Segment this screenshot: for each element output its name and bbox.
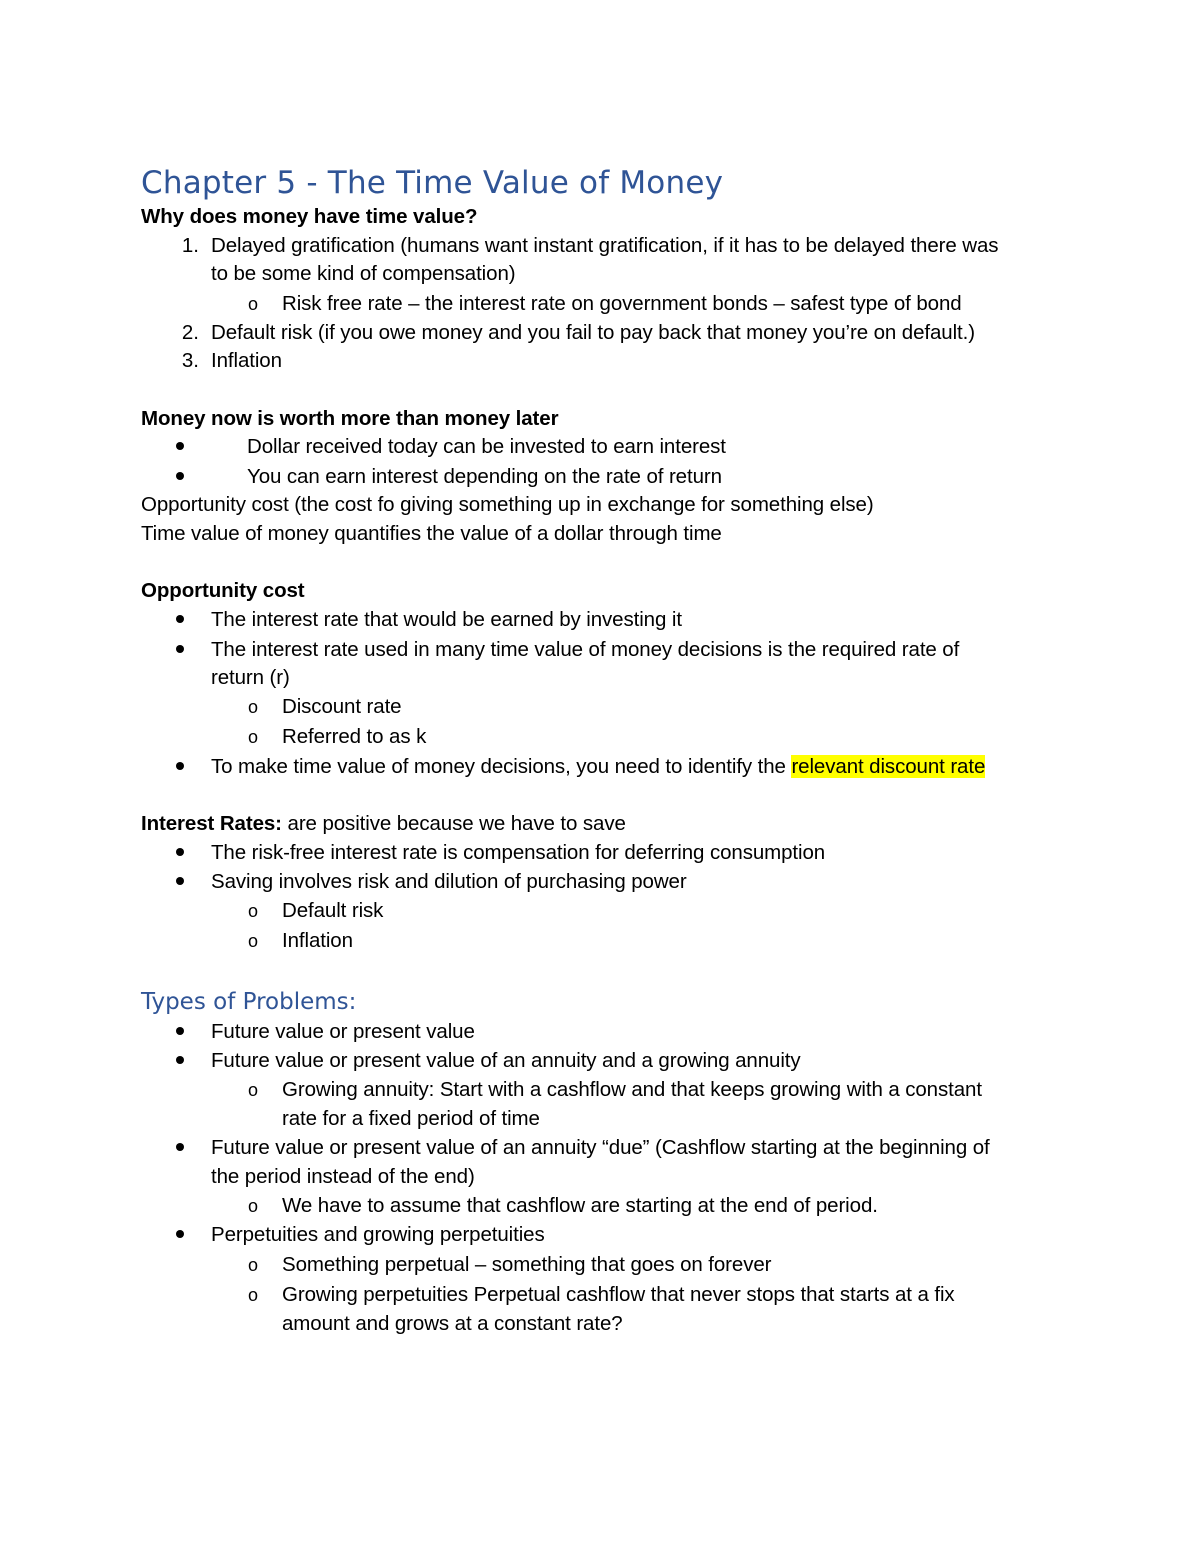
sub-list-item: Something perpetual – something that goes on forever: [282, 1253, 772, 1276]
interest-heading-label: Interest Rates:: [141, 812, 282, 835]
bullet-icon: [176, 1027, 184, 1035]
list-number: 2.: [181, 321, 199, 344]
hollow-bullet-icon: o: [248, 901, 259, 921]
section-heading-interest: [141, 810, 626, 838]
bullet-icon: [176, 848, 184, 856]
bullet-item: The risk-free interest rate is compensation for deferring consumption: [211, 841, 826, 864]
bullet-item-continuation: the period instead of the end): [211, 1165, 475, 1188]
sub-list-item: Growing perpetuities Perpetual cashflow that never stops that starts at a fix: [282, 1283, 955, 1306]
bullet-icon: [176, 442, 184, 450]
hollow-bullet-icon: o: [248, 727, 259, 747]
list-item: Delayed gratification (humans want instant gratification, if it has to be delayed there was: [211, 234, 999, 257]
sub-list-item: We have to assume that cashflow are starting at the end of period.: [282, 1194, 878, 1217]
list-number: 3.: [181, 349, 199, 372]
sub-list-item: Referred to as k: [282, 725, 427, 748]
paragraph: Opportunity cost (the cost fo giving something up in exchange for something else): [141, 493, 874, 516]
highlighted-text: relevant discount rate: [791, 755, 986, 778]
hollow-bullet-icon: o: [248, 697, 259, 717]
bullet-icon: [176, 1143, 184, 1151]
interest-heading-rest: are positive because we have to save: [281, 812, 626, 835]
sub-list-item-continuation: rate for a fixed period of time: [282, 1107, 540, 1130]
section-heading-why: Why does money have time value?: [141, 205, 478, 228]
page-title: Chapter 5 - The Time Value of Money: [141, 165, 724, 201]
sub-list-item: Risk free rate – the interest rate on government bonds – safest type of bond: [282, 292, 962, 315]
sub-list-item-continuation: amount and grows at a constant rate?: [282, 1312, 623, 1335]
sub-list-item: Default risk: [282, 899, 384, 922]
bullet-item: [211, 753, 985, 781]
section-heading-money-now: Money now is worth more than money later: [141, 407, 559, 430]
hollow-bullet-icon: o: [248, 1196, 259, 1216]
bullet-item: Future value or present value of an annuity and a growing annuity: [211, 1049, 801, 1072]
list-item: Inflation: [211, 349, 282, 372]
bullet-text: To make time value of money decisions, you need to identify the: [211, 755, 792, 778]
bullet-icon: [176, 1056, 184, 1064]
hollow-bullet-icon: o: [248, 1285, 259, 1305]
hollow-bullet-icon: o: [248, 294, 259, 314]
sub-list-item: Inflation: [282, 929, 353, 952]
bullet-icon: [176, 645, 184, 653]
hollow-bullet-icon: o: [248, 931, 259, 951]
bullet-icon: [176, 1230, 184, 1238]
list-item-continuation: to be some kind of compensation): [211, 262, 516, 285]
bullet-item-continuation: return (r): [211, 666, 290, 689]
bullet-item: You can earn interest depending on the rate of return: [247, 465, 722, 488]
bullet-icon: [176, 472, 184, 480]
sub-list-item: Growing annuity: Start with a cashflow and that keeps growing with a constant: [282, 1078, 982, 1101]
bullet-icon: [176, 762, 184, 770]
bullet-item: Future value or present value: [211, 1020, 475, 1043]
hollow-bullet-icon: o: [248, 1080, 259, 1100]
bullet-item: Saving involves risk and dilution of purchasing power: [211, 870, 687, 893]
bullet-item: The interest rate that would be earned by investing it: [211, 608, 682, 631]
bullet-item: The interest rate used in many time value of money decisions is the required rate of: [211, 638, 960, 661]
section-heading-opportunity: Opportunity cost: [141, 579, 305, 602]
bullet-icon: [176, 877, 184, 885]
hollow-bullet-icon: o: [248, 1255, 259, 1275]
bullet-item: Perpetuities and growing perpetuities: [211, 1223, 545, 1246]
bullet-icon: [176, 615, 184, 623]
bullet-item: Future value or present value of an annuity “due” (Cashflow starting at the beginning of: [211, 1136, 990, 1159]
sub-list-item: Discount rate: [282, 695, 402, 718]
section-heading-types: Types of Problems:: [141, 989, 357, 1015]
list-number: 1.: [181, 234, 199, 257]
bullet-item: Dollar received today can be invested to earn interest: [247, 435, 726, 458]
paragraph: Time value of money quantifies the value of a dollar through time: [141, 522, 722, 545]
list-item: Default risk (if you owe money and you fail to pay back that money you’re on default.): [211, 321, 975, 344]
